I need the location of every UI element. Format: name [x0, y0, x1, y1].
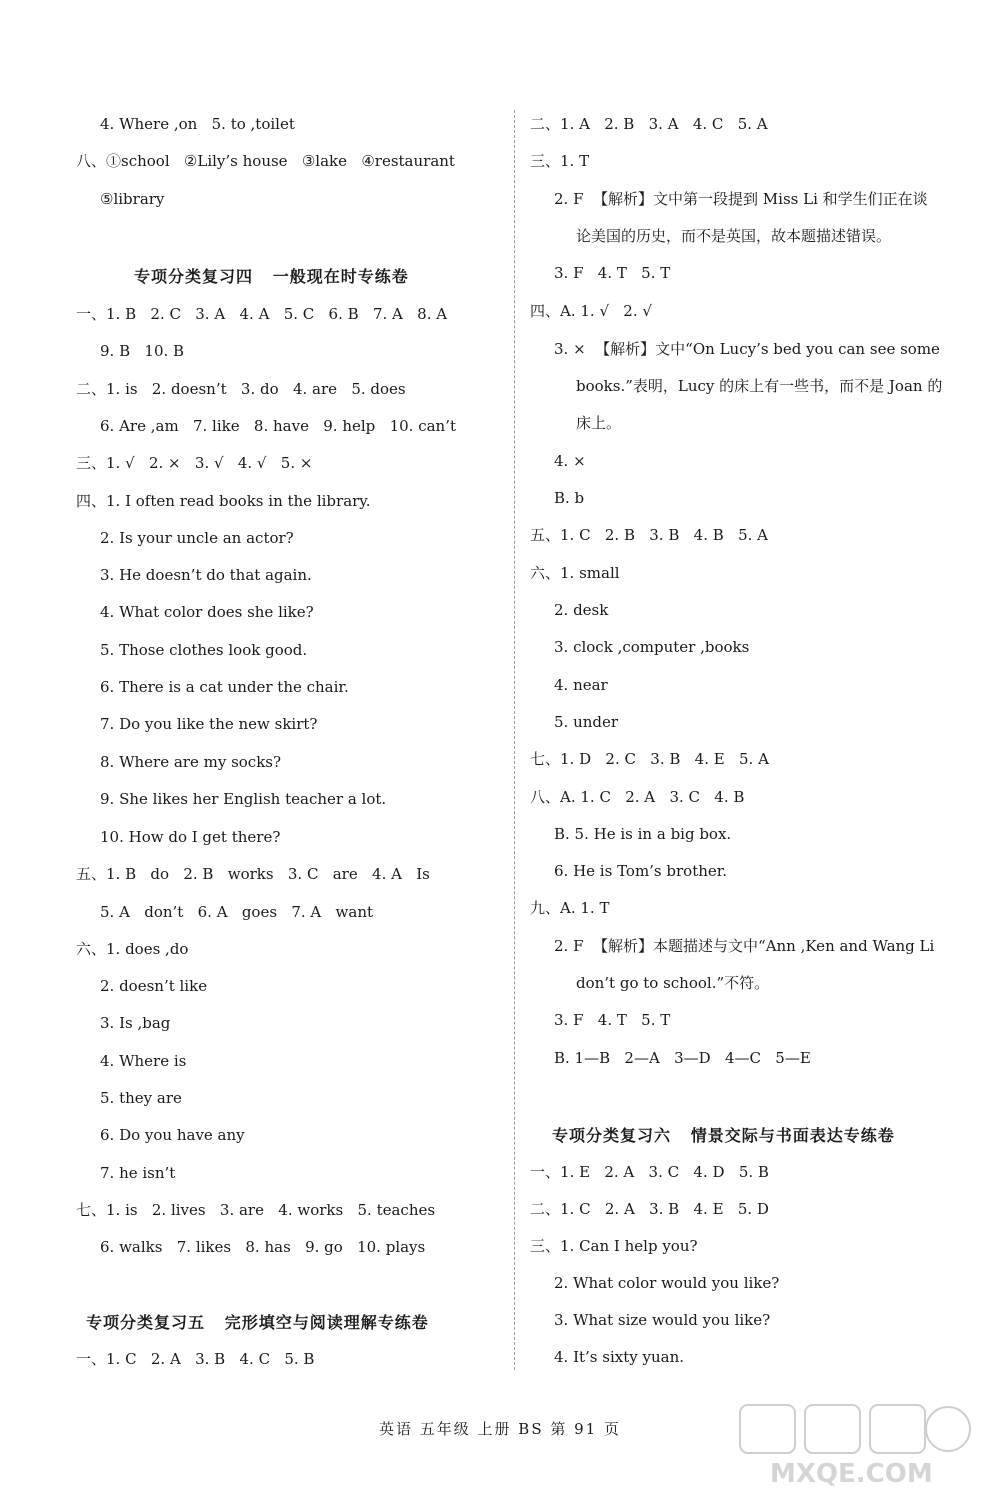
answer-line: 3. clock ,computer ,books	[554, 638, 750, 656]
page-footer: 英语 五年级 上册 BS 第 91 页	[379, 1420, 621, 1438]
answer-line: 5. under	[554, 713, 619, 731]
answer-line: 七、1. is 2. lives 3. are 4. works 5. teaches	[76, 1201, 436, 1219]
answer-line: B. 5. He is in a big box.	[554, 825, 732, 843]
answer-line: 4. Where is	[100, 1052, 187, 1070]
answer-line: 6. Are ,am 7. like 8. have 9. help 10. can’t	[100, 417, 456, 435]
answer-line: 4. What color does she like?	[100, 603, 314, 621]
answer-line: 三、1. Can I help you?	[530, 1237, 698, 1255]
answer-line: 五、1. B do 2. B works 3. C are 4. A Is	[76, 865, 430, 883]
answer-line: 3. F 4. T 5. T	[554, 1011, 671, 1029]
answer-line: 四、1. I often read books in the library.	[76, 492, 371, 510]
answer-line: 9. She likes her English teacher a lot.	[100, 790, 387, 808]
answer-line: 7. he isn’t	[100, 1164, 176, 1182]
answer-line: 五、1. C 2. B 3. B 4. B 5. A	[530, 526, 768, 544]
section-title: 专项分类复习五 完形填空与阅读理解专练卷	[86, 1313, 429, 1332]
answer-line: 2. desk	[554, 601, 609, 619]
answer-line: 床上。	[576, 414, 622, 432]
answer-line: 八、①school ②Lily’s house ③lake ④restaurant	[76, 152, 455, 170]
answer-line: 3. Is ,bag	[100, 1014, 171, 1032]
answer-line: 2. F 【解析】本题描述与文中“Ann ,Ken and Wang Li	[554, 937, 935, 955]
watermark-logo-icon	[730, 1400, 980, 1490]
answer-line: 三、1. T	[530, 152, 590, 170]
answer-line: 5. A don’t 6. A goes 7. A want	[100, 903, 374, 921]
answer-line: 6. walks 7. likes 8. has 9. go 10. plays	[100, 1238, 426, 1256]
answer-line: 3. F 4. T 5. T	[554, 264, 671, 282]
answer-line: 一、1. E 2. A 3. C 4. D 5. B	[530, 1163, 769, 1181]
answer-line: don’t go to school.”不符。	[576, 974, 770, 992]
answer-line: books.”表明，Lucy 的床上有一些书，而不是 Joan 的	[576, 377, 943, 395]
answer-line: 三、1. √ 2. × 3. √ 4. √ 5. ×	[76, 454, 313, 472]
answer-line: 2. What color would you like?	[554, 1274, 780, 1292]
answer-line: 6. Do you have any	[100, 1126, 245, 1144]
watermark-text: MXQE.COM	[770, 1459, 933, 1489]
answer-line: 6. There is a cat under the chair.	[100, 678, 349, 696]
answer-line: 4. Where ,on 5. to ,toilet	[100, 115, 295, 133]
answer-line: 八、A. 1. C 2. A 3. C 4. B	[530, 788, 745, 806]
answer-line: 2. Is your uncle an actor?	[100, 529, 294, 547]
answer-line: 7. Do you like the new skirt?	[100, 715, 318, 733]
answer-line: 2. F 【解析】文中第一段提到 Miss Li 和学生们正在谈	[554, 190, 928, 208]
answer-line: 四、A. 1. √ 2. √	[530, 302, 652, 320]
answer-line: 4. It’s sixty yuan.	[554, 1348, 684, 1366]
answer-line: 九、A. 1. T	[530, 899, 610, 917]
answer-line: ⑤library	[100, 190, 165, 208]
answer-line: 4. near	[554, 676, 608, 694]
answer-line: 4. ×	[554, 452, 586, 470]
answer-line: 6. He is Tom’s brother.	[554, 862, 728, 880]
answer-line: 5. they are	[100, 1089, 182, 1107]
answer-line: 3. He doesn’t do that again.	[100, 566, 312, 584]
answer-line: 二、1. A 2. B 3. A 4. C 5. A	[530, 115, 768, 133]
answer-line: 一、1. C 2. A 3. B 4. C 5. B	[76, 1350, 315, 1368]
section-title: 专项分类复习六 情景交际与书面表达专练卷	[552, 1126, 895, 1145]
column-divider	[514, 110, 515, 1370]
answer-line: 8. Where are my socks?	[100, 753, 282, 771]
answer-line: 六、1. does ,do	[76, 940, 189, 958]
answer-line: 一、1. B 2. C 3. A 4. A 5. C 6. B 7. A 8. A	[76, 305, 448, 323]
answer-line: 9. B 10. B	[100, 342, 185, 360]
answer-line: 3. What size would you like?	[554, 1311, 771, 1329]
answer-line: 六、1. small	[530, 564, 620, 582]
answer-line: 5. Those clothes look good.	[100, 641, 308, 659]
section-title: 专项分类复习四 一般现在时专练卷	[134, 267, 409, 286]
answer-line: 论美国的历史，而不是英国，故本题描述错误。	[576, 227, 892, 245]
answer-line: B. b	[554, 489, 585, 507]
answer-line: 3. × 【解析】文中“On Lucy’s bed you can see some	[554, 340, 940, 358]
answer-line: B. 1—B 2—A 3—D 4—C 5—E	[554, 1049, 811, 1067]
answer-line: 七、1. D 2. C 3. B 4. E 5. A	[530, 750, 769, 768]
answer-line: 10. How do I get there?	[100, 828, 281, 846]
answer-line: 2. doesn’t like	[100, 977, 208, 995]
answer-line: 二、1. is 2. doesn’t 3. do 4. are 5. does	[76, 380, 406, 398]
answer-line: 二、1. C 2. A 3. B 4. E 5. D	[530, 1200, 769, 1218]
